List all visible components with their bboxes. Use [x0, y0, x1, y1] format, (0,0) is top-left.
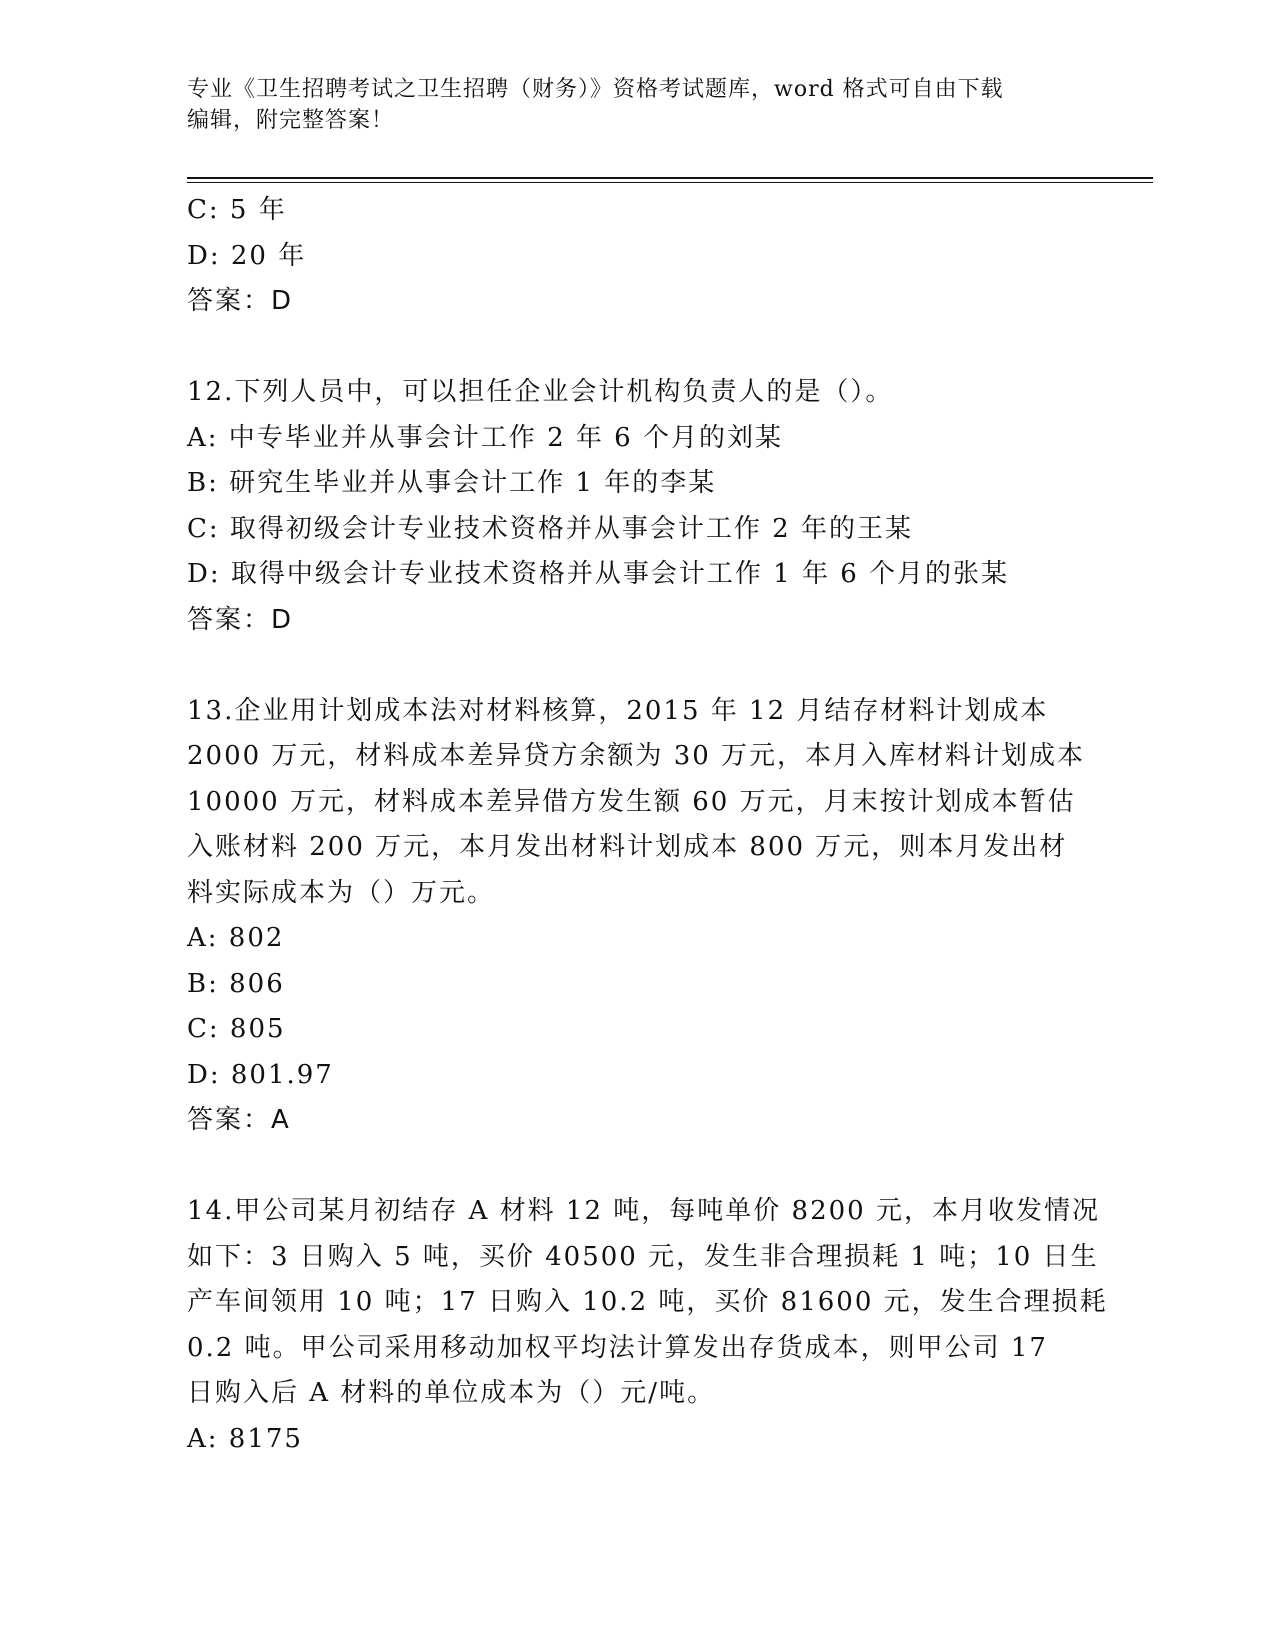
question-stem-line: 0.2 吨。甲公司采用移动加权平均法计算发出存货成本，则甲公司 17 [187, 1332, 1048, 1363]
option-b: B: 806 [187, 968, 285, 999]
question-stem-line: 日购入后 A 材料的单位成本为（）元/吨。 [187, 1378, 716, 1408]
option-c: C: 805 [187, 1014, 286, 1044]
option-c: C: 5 年 [187, 195, 287, 225]
question-stem-line: 料实际成本为（）万元。 [187, 877, 496, 908]
question-14 [187, 1189, 1108, 1462]
question-stem-line: 如下：3 日购入 5 吨，买价 40500 元，发生非合理损耗 1 吨；10 日生 [187, 1241, 1099, 1272]
option-d: D: 20 年 [187, 240, 307, 271]
question-stem-line: 入账材料 200 万元，本月发出材料计划成本 800 万元，则本月发出材 [187, 832, 1068, 862]
document-header: 专业《卫生招聘考试之卫生招聘（财务）》资格考试题库，word 格式可自由下载 编辑，附完整答案！ [187, 77, 1004, 133]
header-rule-thin [187, 182, 1153, 183]
question-11-tail [187, 188, 1087, 325]
spacer [187, 1144, 1087, 1190]
question-stem-line: 2000 万元，材料成本差异贷方余额为 30 万元，本月入库材料计划成本 [187, 741, 1086, 771]
question-13 [187, 689, 1087, 1144]
question-12 [187, 370, 1087, 643]
option-b: B: 研究生毕业并从事会计工作 1 年的李某 [187, 468, 717, 498]
option-d: D: 取得中级会计专业技术资格并从事会计工作 1 年 6 个月的张某 [187, 559, 1010, 589]
document-body [187, 188, 1108, 1462]
option-c: C: 取得初级会计专业技术资格并从事会计工作 2 年的王某 [187, 513, 913, 544]
answer: 答案：A [187, 1105, 291, 1135]
option-a: A: 中专毕业并从事会计工作 2 年 6 个月的刘某 [187, 422, 783, 453]
question-stem-line: 14.甲公司某月初结存 A 材料 12 吨，每吨单价 8200 元，本月收发情况 [187, 1196, 1100, 1226]
question-stem-line: 13.企业用计划成本法对材料核算，2015 年 12 月结存材料计划成本 [187, 695, 1049, 726]
answer: 答案：D [187, 286, 294, 316]
question-stem-line: 产车间领用 10 吨；17 日购入 10.2 吨，买价 81600 元，发生合理损耗 [187, 1287, 1108, 1317]
question-stem-line: 10000 万元，材料成本差异借方发生额 60 万元，月末按计划成本暂估 [187, 786, 1076, 817]
option-a: A: 8175 [187, 1423, 303, 1454]
header-rule-thick [187, 177, 1153, 179]
question-stem: 12.下列人员中，可以担任企业会计机构负责人的是（）。 [187, 377, 894, 407]
answer: 答案：D [187, 604, 294, 635]
option-d: D: 801.97 [187, 1059, 334, 1090]
option-a: A: 802 [187, 923, 285, 953]
spacer [187, 325, 1087, 371]
spacer [187, 643, 1087, 689]
